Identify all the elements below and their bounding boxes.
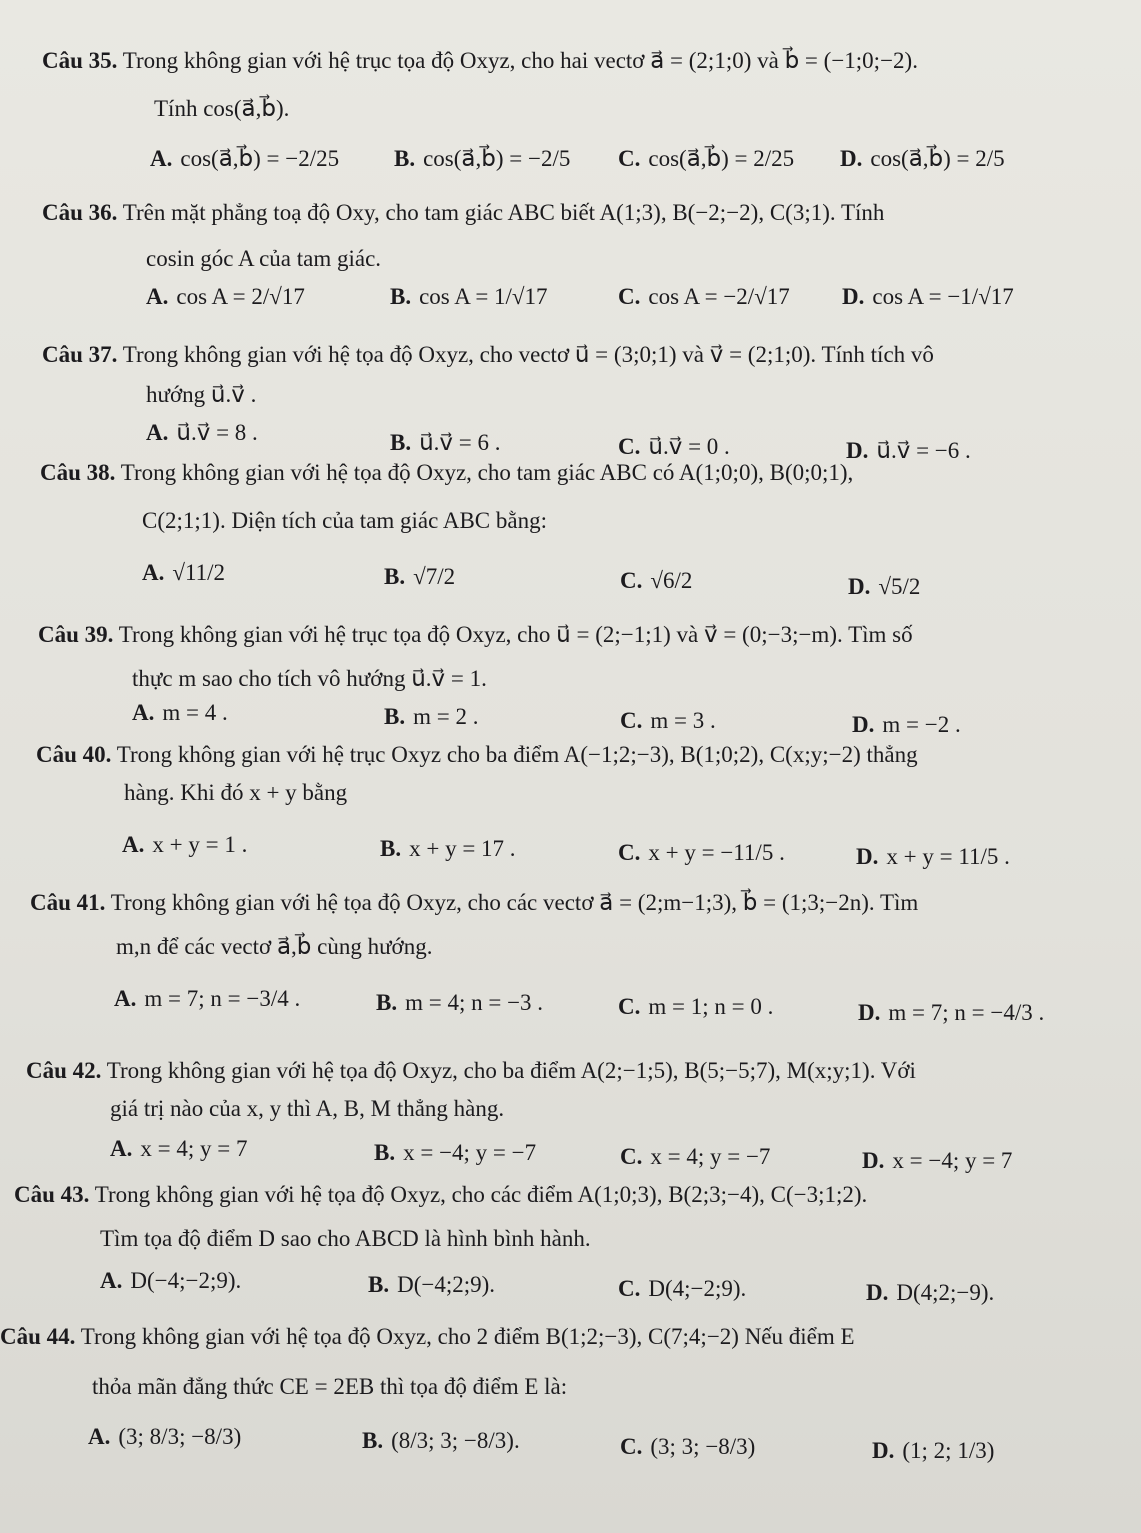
question-42-line-2: giá trị nào của x, y thì A, B, M thẳng hàng. (110, 1096, 505, 1121)
question-41-option-c[interactable]: C. m = 1; n = 0 . (618, 994, 774, 1019)
question-37-option-d[interactable]: D. u⃗.v⃗ = −6 . (846, 438, 971, 463)
question-44-option-d[interactable]: D. (1; 2; 1/3) (872, 1438, 995, 1463)
question-41-option-b[interactable]: B. m = 4; n = −3 . (376, 990, 544, 1015)
question-43-option-a[interactable]: A. D(−4;−2;9). (100, 1268, 242, 1293)
question-37-option-b[interactable]: B. u⃗.v⃗ = 6 . (390, 430, 501, 455)
question-40-text-1: Trong không gian với hệ trục Oxyz cho ba điểm A(−1;2;−3), B(1;0;2), C(x;y;−2) thẳng (116, 742, 918, 767)
question-44-option-b[interactable]: B. (8/3; 3; −8/3). (362, 1428, 520, 1453)
question-40-line-1 (36, 740, 918, 770)
question-39-option-d[interactable]: D. m = −2 . (852, 712, 961, 737)
question-44-text-1: Trong không gian với hệ tọa độ Oxyz, cho 2 điểm B(1;2;−3), C(7;4;−2) Nếu điểm E (80, 1324, 855, 1349)
question-35-option-d[interactable]: D. cos(a⃗,b⃗) = 2/5 (840, 146, 1005, 171)
question-36-option-a[interactable]: A. cos A = 2/√17 (146, 284, 305, 309)
question-40-option-d[interactable]: D. x + y = 11/5 . (856, 844, 1010, 869)
question-43-option-b[interactable]: B. D(−4;2;9). (368, 1272, 496, 1297)
question-42-text-1: Trong không gian với hệ tọa độ Oxyz, cho ba điểm A(2;−1;5), B(5;−5;7), M(x;y;1). Với (106, 1058, 916, 1083)
question-38-line-2: C(2;1;1). Diện tích của tam giác ABC bằng: (142, 508, 547, 533)
question-44-option-c[interactable]: C. (3; 3; −8/3) (620, 1434, 756, 1459)
question-39-option-c[interactable]: C. m = 3 . (620, 708, 716, 733)
question-40-label: Câu 40. (36, 742, 112, 767)
question-43-label: Câu 43. (14, 1182, 90, 1207)
question-37-line-2: hướng u⃗.v⃗ . (146, 382, 257, 407)
question-37-label: Câu 37. (42, 342, 118, 367)
question-38-line-1 (40, 458, 853, 488)
question-40-option-a[interactable]: A. x + y = 1 . (122, 832, 248, 857)
question-42-label: Câu 42. (26, 1058, 102, 1083)
question-43-option-d[interactable]: D. D(4;2;−9). (866, 1280, 995, 1305)
question-36-option-b[interactable]: B. cos A = 1/√17 (390, 284, 548, 309)
question-36-option-c[interactable]: C. cos A = −2/√17 (618, 284, 790, 309)
question-38-option-d[interactable]: D. √5/2 (848, 574, 921, 599)
question-36-line-2: cosin góc A của tam giác. (146, 246, 382, 271)
question-38-label: Câu 38. (40, 460, 116, 485)
question-38-text-1: Trong không gian với hệ tọa độ Oxyz, cho tam giác ABC có A(1;0;0), B(0;0;1), (120, 460, 854, 485)
question-41-option-a[interactable]: A. m = 7; n = −3/4 . (114, 986, 301, 1011)
question-40-option-b[interactable]: B. x + y = 17 . (380, 836, 516, 861)
question-42-option-d[interactable]: D. x = −4; y = 7 (862, 1148, 1013, 1173)
question-44-line-1 (0, 1322, 855, 1352)
question-41-line-2: m,n để các vectơ a⃗,b⃗ cùng hướng. (116, 934, 433, 959)
question-41-label: Câu 41. (30, 890, 106, 915)
question-44-option-a[interactable]: A. (3; 8/3; −8/3) (88, 1424, 242, 1449)
question-39-line-2: thực m sao cho tích vô hướng u⃗.v⃗ = 1. (132, 666, 487, 691)
question-42-option-b[interactable]: B. x = −4; y = −7 (374, 1140, 537, 1165)
question-36-label: Câu 36. (42, 200, 118, 225)
question-37-option-c[interactable]: C. u⃗.v⃗ = 0 . (618, 434, 730, 459)
question-40-line-2: hàng. Khi đó x + y bằng (124, 780, 348, 805)
question-42-line-1 (26, 1056, 916, 1086)
question-39-line-1 (38, 620, 913, 650)
question-39-text-1: Trong không gian với hệ trục tọa độ Oxyz, cho u⃗ = (2;−1;1) và v⃗ = (0;−3;−m). Tìm số (118, 622, 913, 647)
question-39-option-b[interactable]: B. m = 2 . (384, 704, 479, 729)
question-37-line-1 (42, 340, 934, 370)
question-43-line-1 (14, 1180, 867, 1210)
question-41-text-1: Trong không gian với hệ tọa độ Oxyz, cho các vectơ a⃗ = (2;m−1;3), b⃗ = (1;3;−2n). Tìm (110, 890, 919, 915)
question-35-text-1: Trong không gian với hệ trục tọa độ Oxyz, cho hai vectơ a⃗ = (2;1;0) và b⃗ = (−1;0;−2). (122, 48, 918, 73)
question-35-option-b[interactable]: B. cos(a⃗,b⃗) = −2/5 (394, 146, 571, 171)
question-42-option-a[interactable]: A. x = 4; y = 7 (110, 1136, 248, 1161)
question-41-line-1 (30, 888, 918, 918)
question-44-label: Câu 44. (0, 1324, 76, 1349)
question-36-text-1: Trên mặt phẳng toạ độ Oxy, cho tam giác ABC biết A(1;3), B(−2;−2), C(3;1). Tính (122, 200, 885, 225)
question-37-text-1: Trong không gian với hệ tọa độ Oxyz, cho vectơ u⃗ = (3;0;1) và v⃗ = (2;1;0). Tính tích vô (122, 342, 934, 367)
question-43-line-2: Tìm tọa độ điểm D sao cho ABCD là hình bình hành. (100, 1226, 591, 1251)
question-36-line-1 (42, 198, 884, 228)
question-42-option-c[interactable]: C. x = 4; y = −7 (620, 1144, 771, 1169)
question-35-option-a[interactable]: A. cos(a⃗,b⃗) = −2/25 (150, 146, 340, 171)
question-43-text-1: Trong không gian với hệ tọa độ Oxyz, cho các điểm A(1;0;3), B(2;3;−4), C(−3;1;2). (94, 1182, 868, 1207)
question-44-line-2: thỏa mãn đẳng thức CE = 2EB thì tọa độ điểm E là: (92, 1374, 568, 1399)
question-38-option-a[interactable]: A. √11/2 (142, 560, 226, 585)
question-38-option-c[interactable]: C. √6/2 (620, 568, 693, 593)
question-35-line-1 (42, 46, 918, 76)
question-35-label: Câu 35. (42, 48, 118, 73)
question-39-label: Câu 39. (38, 622, 114, 647)
question-38-option-b[interactable]: B. √7/2 (384, 564, 456, 589)
question-39-option-a[interactable]: A. m = 4 . (132, 700, 228, 725)
question-43-option-c[interactable]: C. D(4;−2;9). (618, 1276, 747, 1301)
question-36-option-d[interactable]: D. cos A = −1/√17 (842, 284, 1014, 309)
question-35-option-c[interactable]: C. cos(a⃗,b⃗) = 2/25 (618, 146, 795, 171)
question-41-option-d[interactable]: D. m = 7; n = −4/3 . (858, 1000, 1045, 1025)
question-35-line-2: Tính cos(a⃗,b⃗). (154, 96, 290, 121)
question-37-option-a[interactable]: A. u⃗.v⃗ = 8 . (146, 420, 258, 445)
question-40-option-c[interactable]: C. x + y = −11/5 . (618, 840, 785, 865)
